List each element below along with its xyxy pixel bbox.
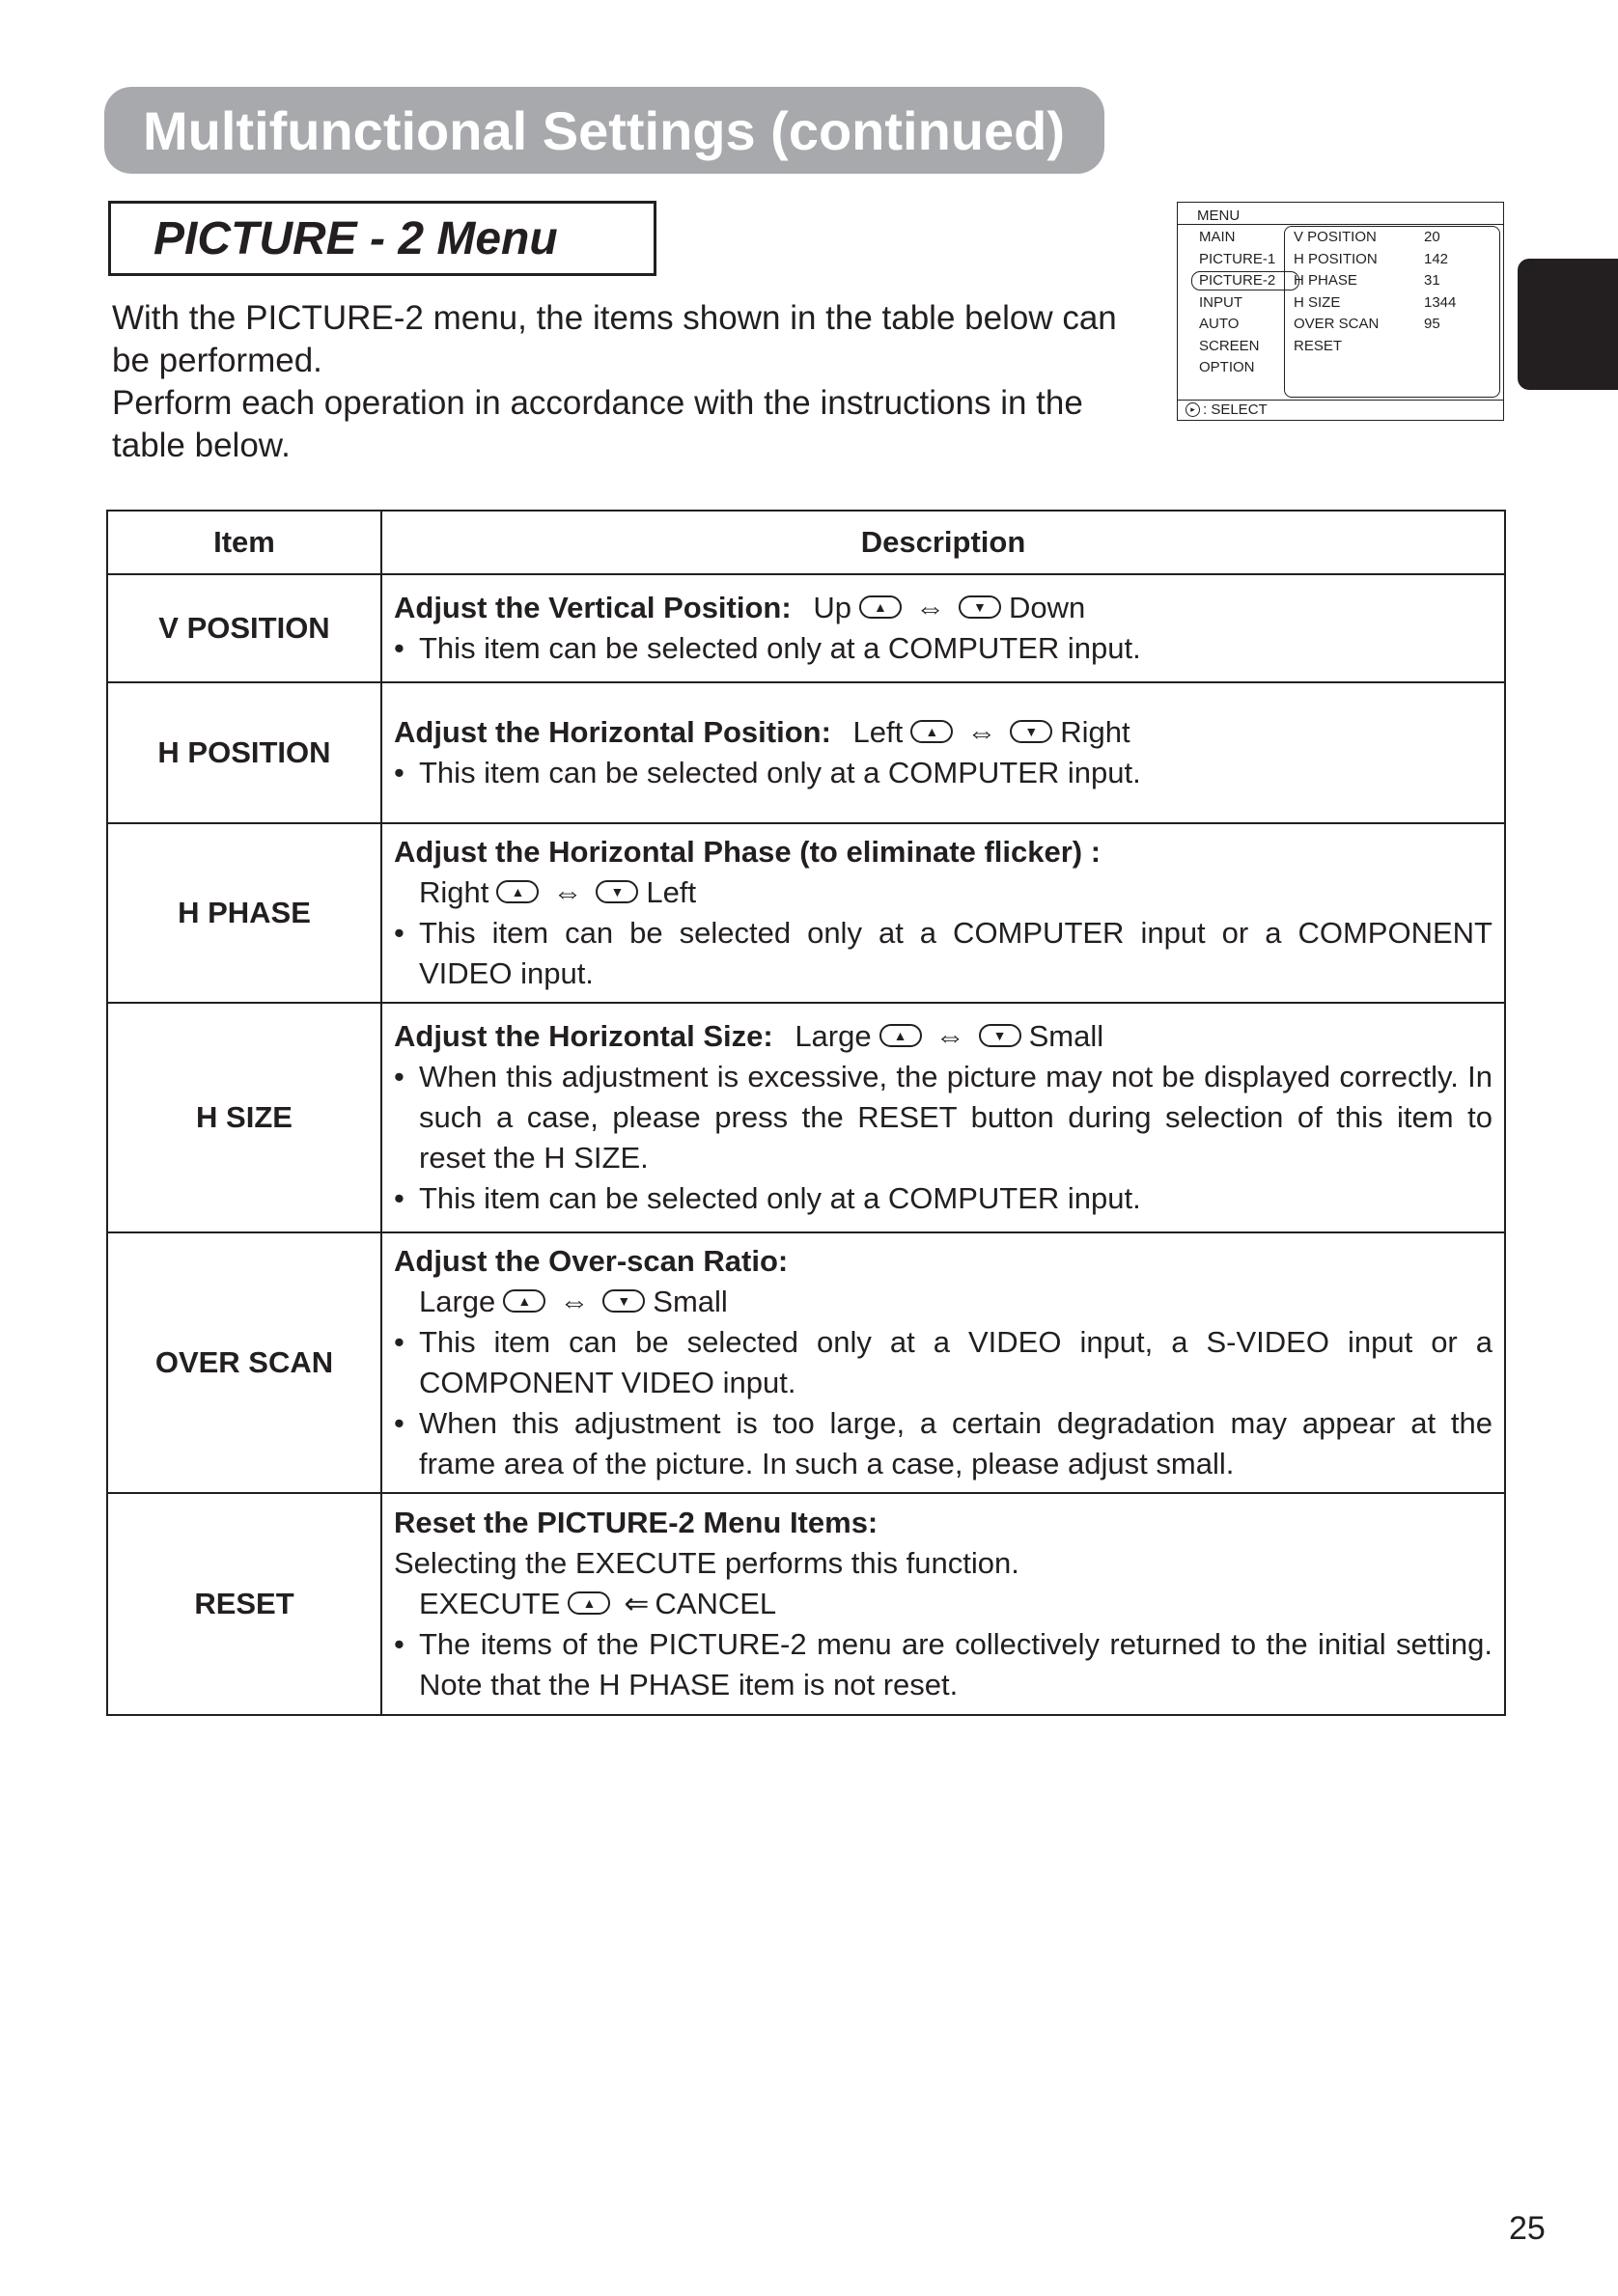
menu-heading: PICTURE - 2 Menu	[153, 212, 558, 264]
osd-row-label: RESET	[1294, 337, 1343, 354]
bullet-item: • This item can be selected only at a COMPUTER input.	[394, 753, 1492, 793]
section-title: Multifunctional Settings (continued)	[143, 99, 1066, 161]
item-description	[381, 823, 1505, 1003]
table-row	[107, 823, 1505, 1003]
bullet-text: When this adjustment is excessive, the picture may not be displayed correctly. In such a case, please press the RESET button during selection of this item to reset the H SIZE.	[419, 1060, 1492, 1175]
osd-divider	[1178, 224, 1503, 225]
item-description	[381, 1003, 1505, 1232]
osd-row-label: OVER SCAN	[1294, 316, 1380, 332]
bullet-item: • When this adjustment is too large, a certain degradation may appear at the frame area of the picture. In such a case, please adjust small.	[394, 1403, 1492, 1484]
osd-row-value: 31	[1424, 272, 1440, 289]
menu-heading-box	[108, 201, 656, 276]
table-header-row	[107, 511, 1505, 574]
op-a: Large	[795, 1019, 872, 1053]
down-key-icon: ▼	[979, 1024, 1021, 1047]
item-description	[381, 1493, 1505, 1715]
intro-text	[112, 297, 1164, 467]
bullet-item: • This item can be selected only at a COMPUTER input.	[394, 1178, 1492, 1219]
bullet-item: • This item can be selected only at a VIDEO input, a S-VIDEO input or a COMPONENT VIDEO input.	[394, 1322, 1492, 1403]
bullet-text: This item can be selected only at a COMPUTER input.	[419, 1181, 1141, 1215]
up-key-icon: ▲	[496, 880, 539, 903]
bullet-text: This item can be selected only at a COMPUTER input or a COMPONENT VIDEO input.	[419, 916, 1492, 990]
osd-row-label: H POSITION	[1294, 250, 1378, 267]
osd-footer	[1186, 401, 1268, 418]
osd-footer-divider	[1178, 400, 1503, 401]
bullet-text: The items of the PICTURE-2 menu are collectively returned to the initial setting. Note that the H PHASE item is not reset.	[419, 1627, 1492, 1701]
osd-item-option: OPTION	[1199, 359, 1255, 375]
osd-row-value: 142	[1424, 250, 1449, 267]
double-arrow-icon: ⇔	[935, 1019, 965, 1053]
item-name: RESET	[107, 1493, 381, 1715]
description-heading: Adjust the Vertical Position:	[394, 591, 792, 624]
item-description	[381, 574, 1505, 682]
item-name: V POSITION	[107, 574, 381, 682]
section-title-bar	[104, 87, 1104, 174]
bullet-item: • This item can be selected only at a COMPUTER input.	[394, 628, 1492, 669]
osd-row-label: V POSITION	[1294, 229, 1377, 245]
up-key-icon: ▲	[859, 595, 902, 619]
osd-row	[1294, 227, 1487, 249]
osd-row-value: 95	[1424, 316, 1440, 332]
description-heading: Adjust the Horizontal Size:	[394, 1019, 773, 1053]
osd-footer-label: : SELECT	[1203, 401, 1268, 418]
double-arrow-icon: ⇔	[966, 715, 997, 749]
op-b: Right	[1060, 715, 1130, 749]
item-name: OVER SCAN	[107, 1232, 381, 1493]
up-key-icon: ▲	[503, 1289, 545, 1313]
op-b: CANCEL	[655, 1587, 777, 1620]
bullet-text: This item can be selected only at a COMPUTER input.	[419, 756, 1141, 789]
osd-row-label: H PHASE	[1294, 272, 1357, 289]
osd-row	[1294, 314, 1487, 336]
item-description	[381, 1232, 1505, 1493]
double-arrow-icon: ⇔	[914, 591, 945, 624]
down-key-icon: ▼	[596, 880, 638, 903]
table-row	[107, 1003, 1505, 1232]
op-a: Large	[419, 1285, 496, 1318]
bullet-text: When this adjustment is too large, a certain degradation may appear at the frame area of the picture. In such a case, please adjust small.	[419, 1406, 1492, 1480]
page-number: 25	[1509, 2210, 1546, 2247]
description-heading: Reset the PICTURE-2 Menu Items:	[394, 1506, 879, 1539]
column-header-item: Item	[107, 511, 381, 574]
down-key-icon: ▼	[1010, 720, 1052, 743]
osd-row	[1294, 292, 1487, 315]
table-row	[107, 1232, 1505, 1493]
bullet-item: • This item can be selected only at a COMPUTER input or a COMPONENT VIDEO input.	[394, 913, 1492, 994]
osd-item-input: INPUT	[1199, 293, 1242, 311]
bullet-text: This item can be selected only at a COMPUTER input.	[419, 631, 1141, 665]
osd-row-value: 20	[1424, 229, 1440, 245]
description-line: Selecting the EXECUTE performs this function.	[394, 1546, 1019, 1580]
op-b: Left	[646, 875, 697, 909]
intro-line-1: With the PICTURE-2 menu, the items shown in the table below can be performed.	[112, 299, 1117, 379]
osd-item-main: MAIN	[1199, 229, 1236, 245]
osd-menu-list	[1199, 227, 1275, 379]
up-key-icon: ▲	[879, 1024, 922, 1047]
item-name: H PHASE	[107, 823, 381, 1003]
osd-row	[1294, 336, 1487, 358]
op-b: Small	[653, 1285, 728, 1318]
up-key-icon: ▲	[568, 1591, 610, 1615]
side-tab-marker	[1518, 259, 1618, 390]
op-a: Up	[813, 591, 851, 624]
osd-item-picture2-selected: PICTURE-2	[1199, 270, 1275, 292]
description-heading: Adjust the Horizontal Phase (to eliminate flicker) :	[394, 835, 1102, 869]
osd-row-label: H SIZE	[1294, 293, 1341, 311]
description-heading: Adjust the Horizontal Position:	[394, 715, 831, 749]
osd-row	[1294, 249, 1487, 271]
double-arrow-icon: ⇔	[559, 1285, 590, 1318]
item-description	[381, 682, 1505, 823]
op-a: Left	[852, 715, 904, 749]
op-b: Down	[1008, 591, 1086, 624]
osd-row-value: 1344	[1424, 293, 1457, 311]
osd-item-auto: AUTO	[1199, 316, 1240, 332]
table-row	[107, 574, 1505, 682]
table-row	[107, 682, 1505, 823]
down-key-icon: ▼	[959, 595, 1001, 619]
osd-row	[1294, 270, 1487, 292]
op-b: Small	[1028, 1019, 1104, 1053]
settings-table	[106, 510, 1506, 1716]
description-heading: Adjust the Over-scan Ratio:	[394, 1244, 789, 1278]
osd-menu-preview	[1177, 202, 1504, 421]
item-name: H POSITION	[107, 682, 381, 823]
bullet-text: This item can be selected only at a VIDEO input, a S-VIDEO input or a COMPONENT VIDEO input.	[419, 1325, 1492, 1399]
osd-item-screen: SCREEN	[1199, 337, 1260, 354]
bullet-item: • When this adjustment is excessive, the picture may not be displayed correctly. In such a case, please press the RESET button during selection of this item to reset the H SIZE.	[394, 1057, 1492, 1178]
osd-header: MENU	[1197, 207, 1241, 224]
item-name: H SIZE	[107, 1003, 381, 1232]
op-a: Right	[419, 875, 489, 909]
table-row	[107, 1493, 1505, 1715]
intro-line-2: Perform each operation in accordance with the instructions in the table below.	[112, 384, 1083, 464]
column-header-description: Description	[381, 511, 1505, 574]
down-key-icon: ▼	[602, 1289, 645, 1313]
left-double-arrow-icon: ⇐	[624, 1587, 650, 1620]
bullet-item: • The items of the PICTURE-2 menu are collectively returned to the initial setting. Note that the H PHASE item is not reset.	[394, 1624, 1492, 1705]
op-a: EXECUTE	[419, 1587, 561, 1620]
up-key-icon: ▲	[910, 720, 953, 743]
double-arrow-icon: ⇔	[552, 875, 583, 909]
osd-item-picture1: PICTURE-1	[1199, 250, 1276, 267]
select-button-icon: ▸	[1186, 402, 1200, 417]
